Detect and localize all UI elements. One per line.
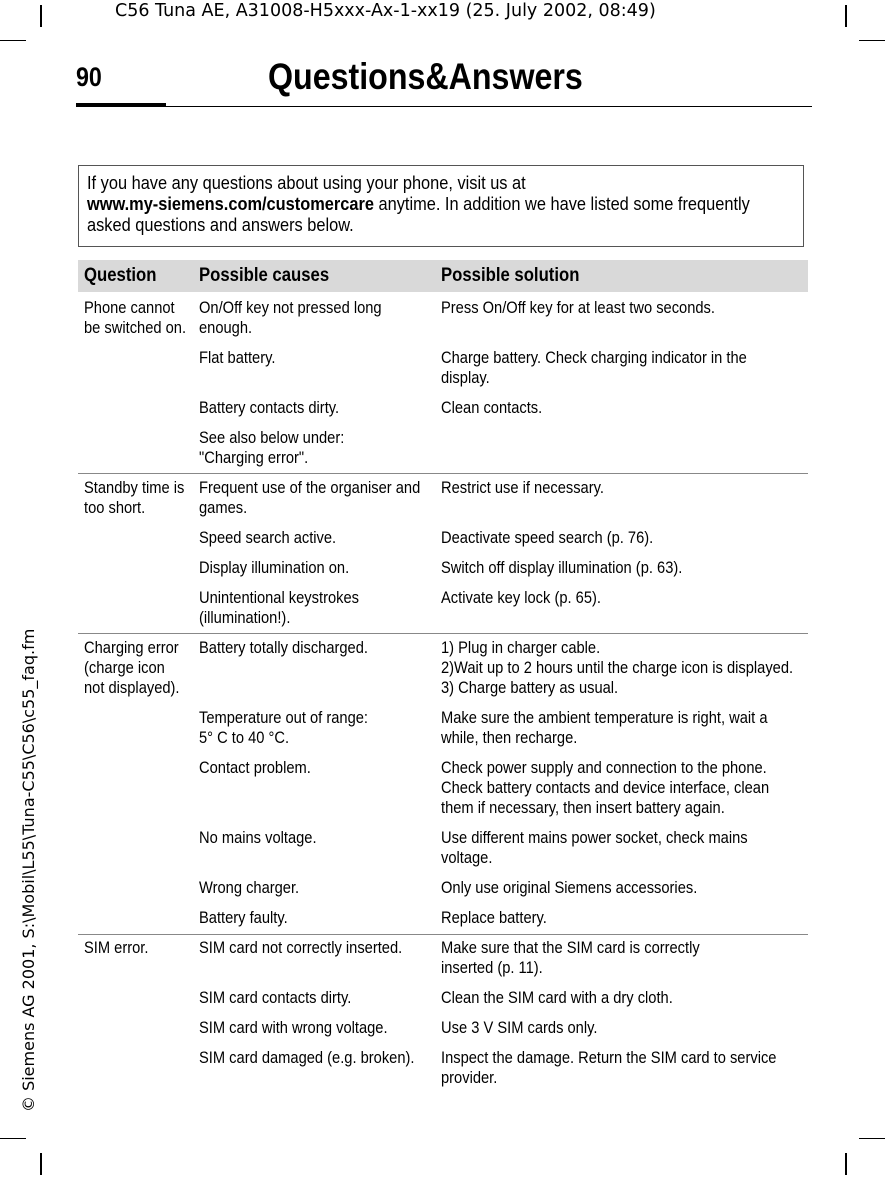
intro-line: asked questions and answers below. [87, 214, 354, 235]
question-cell: Charging error [84, 639, 179, 657]
intro-text: anytime. In addition we have listed some frequently [373, 193, 750, 214]
solution-cell: 1) Plug in charger cable. [441, 639, 601, 657]
cause-cell: SIM card contacts dirty. [199, 989, 352, 1007]
cause-cell: Unintentional keystrokes [199, 589, 359, 607]
solution-cell: voltage. [441, 849, 493, 867]
question-cell: Phone cannot [84, 299, 175, 317]
cause-cell: Temperature out of range: [199, 709, 368, 727]
solution-cell: Switch off display illumination (p. 63). [441, 559, 683, 577]
header-causes: Possible causes [199, 265, 330, 286]
page-title: Questions&Answers [268, 56, 583, 97]
cause-cell: games. [199, 499, 248, 517]
cause-cell: Display illumination on. [199, 559, 350, 577]
solution-cell: Press On/Off key for at least two seconds. [441, 299, 715, 317]
cause-cell: Battery faulty. [199, 909, 288, 927]
solution-cell: provider. [441, 1069, 498, 1087]
solution-cell: Only use original Siemens accessories. [441, 879, 698, 897]
crop-mark [859, 1138, 885, 1139]
solution-cell: Replace battery. [441, 909, 547, 927]
intro-line: If you have any questions about using your phone, visit us at [87, 172, 526, 193]
crop-mark [859, 40, 885, 41]
intro-box [78, 165, 804, 247]
question-cell: not displayed). [84, 679, 180, 697]
solution-cell: display. [441, 369, 490, 387]
cause-cell: Battery contacts dirty. [199, 399, 340, 417]
solution-cell: 2)Wait up to 2 hours until the charge icon is displayed. [441, 659, 794, 677]
solution-cell: Activate key lock (p. 65). [441, 589, 601, 607]
cause-cell: No mains voltage. [199, 829, 317, 847]
solution-cell: Restrict use if necessary. [441, 479, 604, 497]
cause-cell: enough. [199, 319, 253, 337]
copyright-sidebar: © Siemens AG 2001, S:\Mobil\L55\Tuna-C55\C56\c55_faq.fm [19, 628, 38, 1112]
crop-mark [0, 1138, 26, 1139]
question-cell: Standby time is [84, 479, 185, 497]
cause-cell: See also below under: [199, 429, 345, 447]
cause-cell: SIM card damaged (e.g. broken). [199, 1049, 415, 1067]
running-head: C56 Tuna AE, A31008-H5xxx-Ax-1-xx19 (25. July 2002, 08:49) [115, 1, 656, 21]
header-rule-thin [166, 106, 812, 107]
solution-cell: while, then recharge. [441, 729, 578, 747]
cause-cell: (illumination!). [199, 609, 291, 627]
cause-cell: SIM card with wrong voltage. [199, 1019, 388, 1037]
solution-cell: inserted (p. 11). [441, 959, 543, 977]
group-separator [78, 934, 808, 935]
header-solution: Possible solution [441, 265, 580, 286]
cause-cell: Wrong charger. [199, 879, 300, 897]
solution-cell: Use different mains power socket, check mains [441, 829, 748, 847]
crop-mark [40, 1153, 42, 1175]
question-cell: too short. [84, 499, 146, 517]
page-number: 90 [76, 62, 102, 92]
header-rule-thick [76, 103, 166, 107]
cause-cell: Battery totally discharged. [199, 639, 368, 657]
table-header [78, 260, 808, 292]
cause-cell: Frequent use of the organiser and [199, 479, 421, 497]
solution-cell: Deactivate speed search (p. 76). [441, 529, 654, 547]
solution-cell: Make sure the ambient temperature is right, wait a [441, 709, 768, 727]
customercare-link[interactable]: www.my-siemens.com/customercare [87, 193, 374, 214]
question-cell: (charge icon [84, 659, 165, 677]
solution-cell: Charge battery. Check charging indicator in the [441, 349, 747, 367]
solution-cell: Clean the SIM card with a dry cloth. [441, 989, 673, 1007]
group-separator [78, 633, 808, 634]
question-cell: be switched on. [84, 319, 187, 337]
crop-mark [0, 40, 26, 41]
cause-cell: On/Off key not pressed long [199, 299, 382, 317]
solution-cell: Check power supply and connection to the phone. [441, 759, 767, 777]
cause-cell: Speed search active. [199, 529, 337, 547]
cause-cell: 5° C to 40 °C. [199, 729, 290, 747]
solution-cell: Clean contacts. [441, 399, 543, 417]
crop-mark [40, 5, 42, 27]
group-separator [78, 473, 808, 474]
solution-cell: Inspect the damage. Return the SIM card to service [441, 1049, 777, 1067]
solution-cell: 3) Charge battery as usual. [441, 679, 619, 697]
solution-cell: Use 3 V SIM cards only. [441, 1019, 598, 1037]
header-question: Question [84, 265, 157, 286]
cause-cell: Flat battery. [199, 349, 276, 367]
cause-cell: "Charging error". [199, 449, 309, 467]
solution-cell: them if necessary, then insert battery again. [441, 799, 725, 817]
crop-mark [845, 5, 847, 27]
crop-mark [845, 1153, 847, 1175]
intro-line [87, 193, 804, 214]
question-cell: SIM error. [84, 939, 149, 957]
solution-cell: Check battery contacts and device interface, clean [441, 779, 770, 797]
cause-cell: SIM card not correctly inserted. [199, 939, 403, 957]
cause-cell: Contact problem. [199, 759, 311, 777]
solution-cell: Make sure that the SIM card is correctly [441, 939, 700, 957]
